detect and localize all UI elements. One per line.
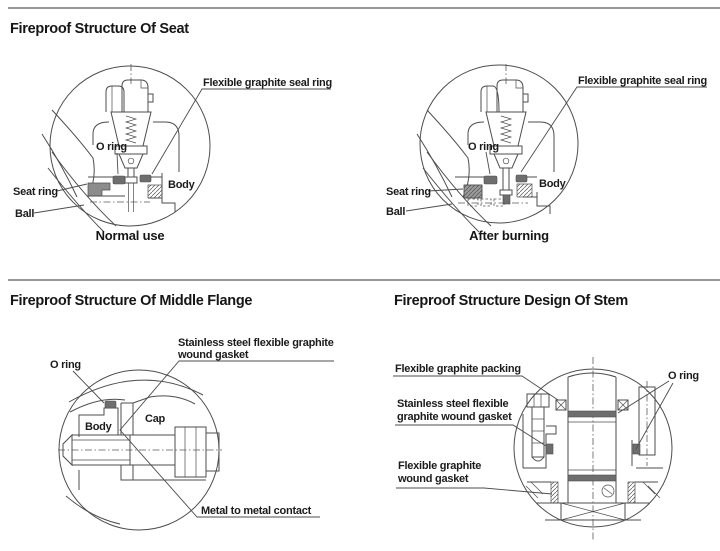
label-seat-ring: Seat ring (386, 186, 431, 198)
upper-o-ring-part (568, 411, 616, 417)
label-ss-gasket-line2: graphite wound gasket (397, 411, 512, 423)
label-o-ring: O ring (96, 141, 127, 153)
label-gasket-line2: wound gasket (178, 349, 249, 361)
diagram-stem (514, 357, 672, 541)
label-body: Body (85, 421, 112, 433)
caption-after-burning: After burning (469, 228, 549, 243)
label-fg-gasket-line2: wound gasket (398, 473, 469, 485)
graphite-seal-part (516, 175, 527, 182)
label-ball: Ball (386, 206, 406, 218)
burned-seat-ring-part (464, 185, 482, 198)
diagram-stem-labels (393, 363, 699, 494)
label-seal-ring: Flexible graphite seal ring (203, 77, 332, 89)
label-gasket-line1: Stainless steel flexible graphite (178, 337, 334, 349)
o-ring-part (484, 176, 497, 184)
wound-gasket-right (628, 482, 635, 503)
label-packing: Flexible graphite packing (395, 363, 521, 375)
label-cap: Cap (145, 413, 166, 425)
label-seat-ring: Seat ring (13, 186, 58, 198)
lower-o-ring-part (568, 475, 616, 481)
label-ball: Ball (15, 208, 35, 220)
label-body: Body (168, 179, 195, 191)
seat-ring-part (88, 183, 110, 196)
left-stem-o-ring (546, 444, 553, 454)
label-o-ring: O ring (468, 141, 499, 153)
spring-part (517, 184, 532, 197)
stem-section-title: Fireproof Structure Design Of Stem (394, 293, 628, 309)
label-ss-gasket-line1: Stainless steel flexible (397, 398, 509, 410)
graphite-seal-part (140, 175, 151, 182)
diagram-seat-normal-labels (13, 77, 332, 243)
stem-tip (125, 177, 137, 183)
diagram-middle-flange (58, 370, 222, 530)
side-bolt-part (639, 381, 655, 466)
middle-flange-section-title: Fireproof Structure Of Middle Flange (10, 293, 253, 309)
label-o-ring: O ring (50, 359, 81, 371)
label-metal-contact: Metal to metal contact (201, 505, 312, 517)
packing-part (556, 400, 628, 410)
seat-section-title: Fireproof Structure Of Seat (10, 21, 189, 37)
label-seal-ring: Flexible graphite seal ring (578, 75, 707, 87)
wound-gasket-left (551, 482, 558, 503)
caption-normal-use: Normal use (95, 228, 165, 243)
spring-part (148, 185, 162, 198)
label-fg-gasket-line1: Flexible graphite (398, 460, 482, 472)
nut-part (175, 427, 206, 477)
diagram-seat-burned-labels (386, 75, 707, 243)
label-body: Body (539, 178, 566, 190)
o-ring-part (105, 401, 116, 408)
label-o-ring: O ring (668, 370, 699, 382)
o-ring-part (113, 176, 125, 184)
